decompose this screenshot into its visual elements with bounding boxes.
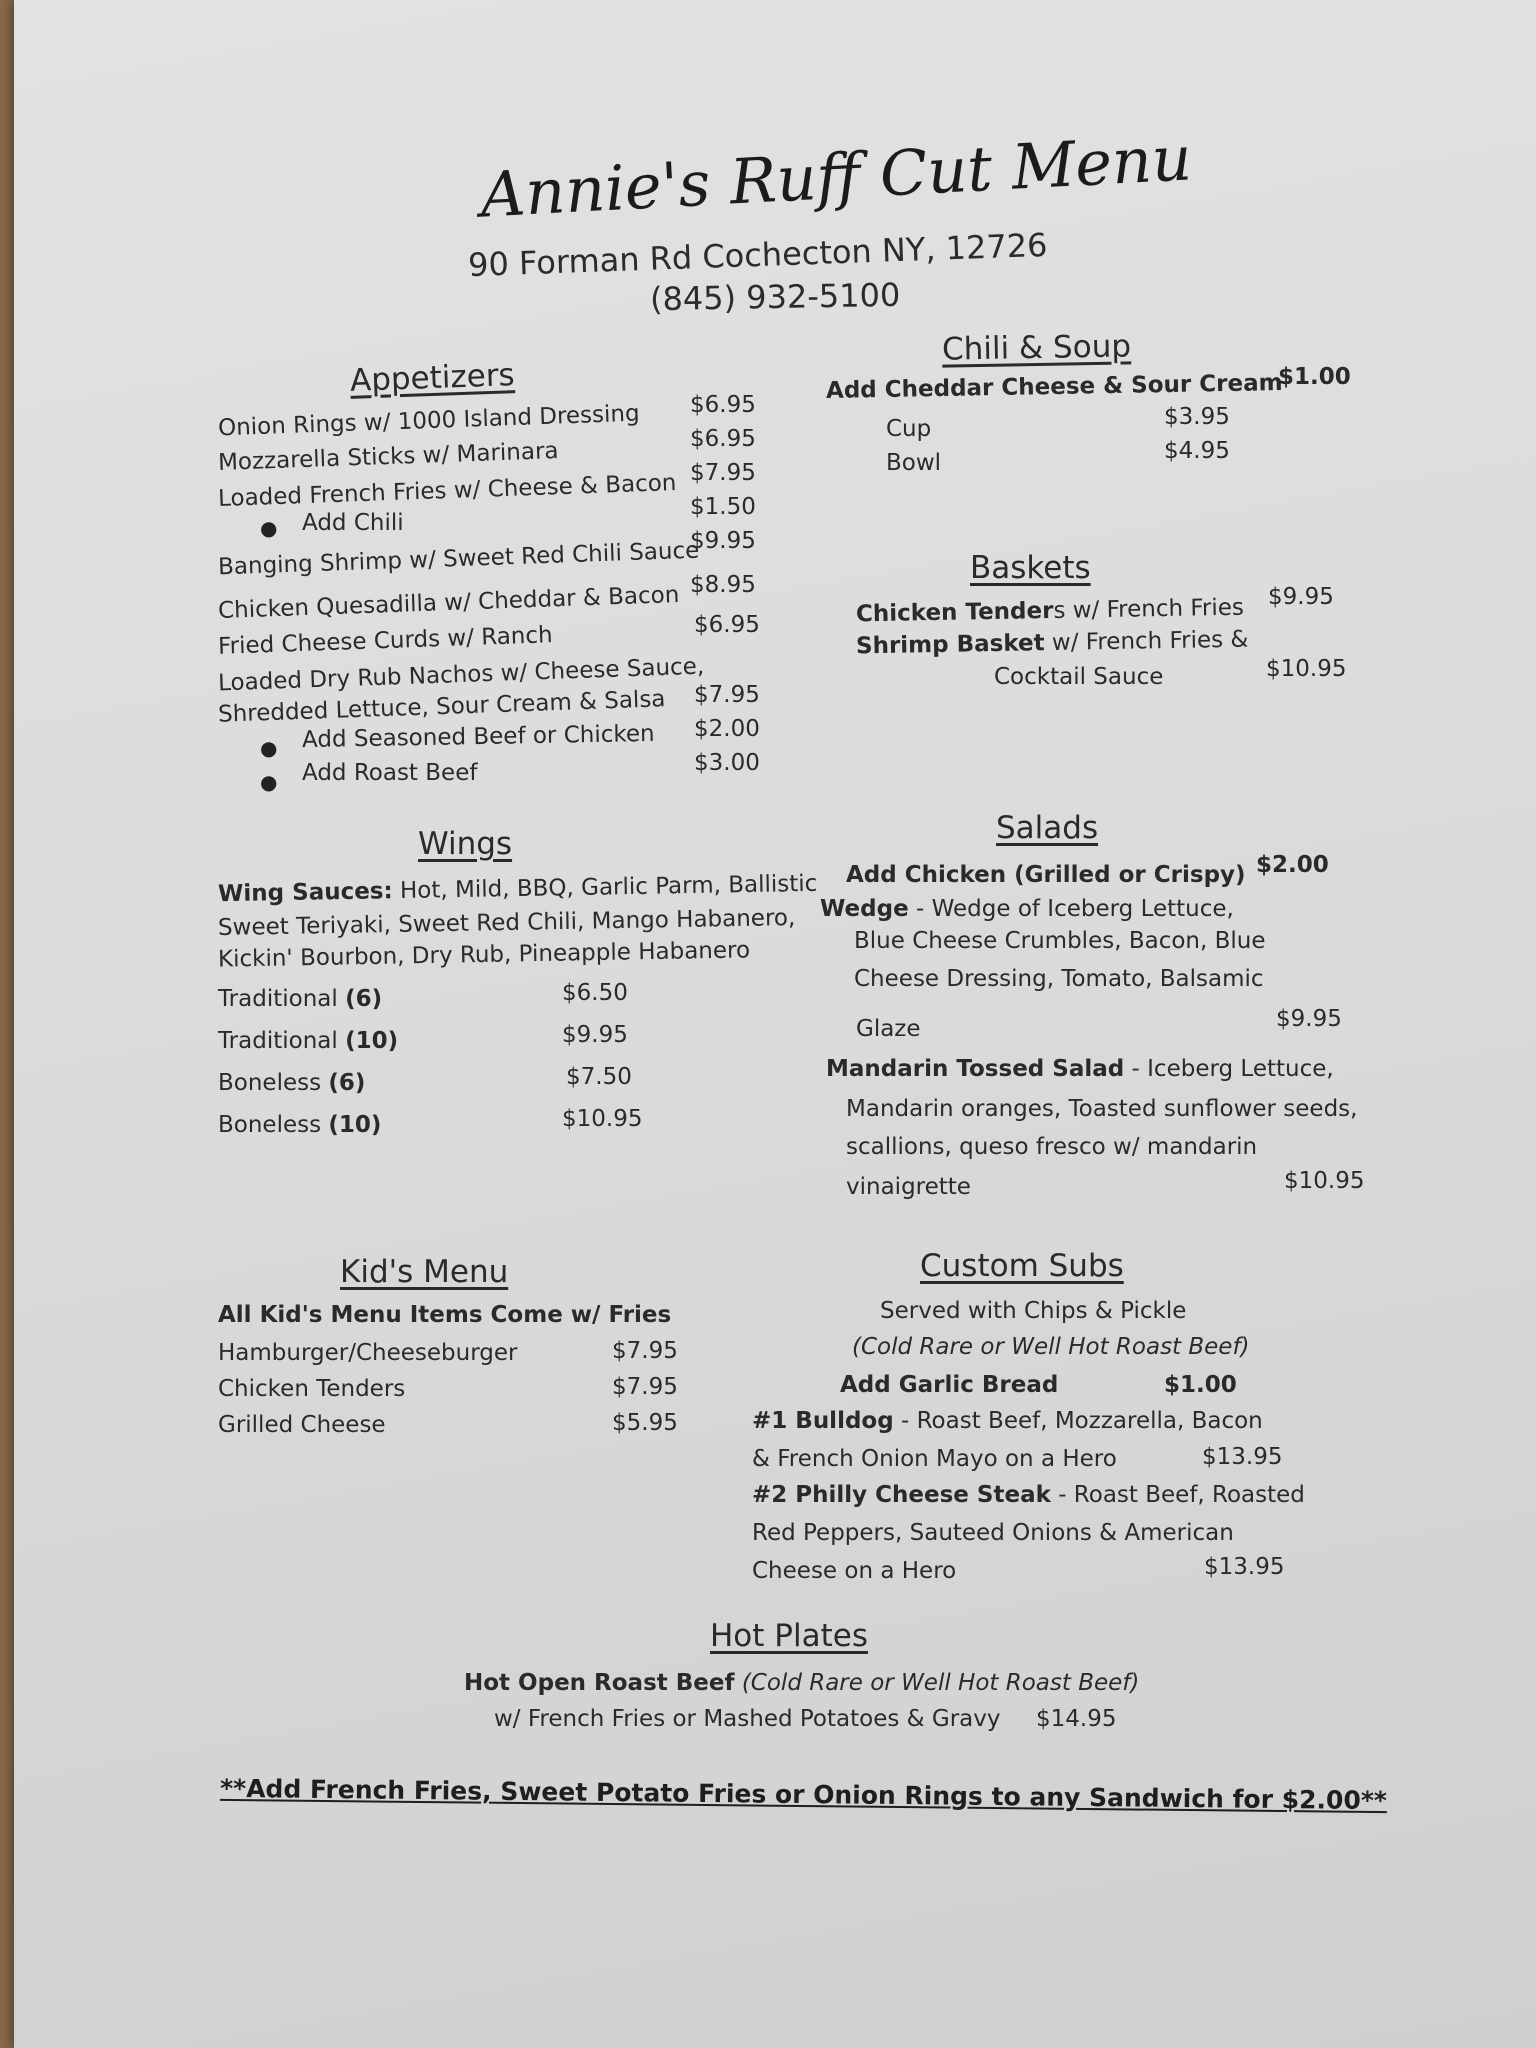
kids-note: All Kid's Menu Items Come w/ Fries xyxy=(218,1302,672,1328)
wing-item: Boneless (6) xyxy=(218,1070,366,1096)
salad-addon-price: $2.00 xyxy=(1256,852,1329,878)
appetizer-name: Loaded Dry Rub Nachos w/ Cheese Sauce, xyxy=(217,653,705,697)
sub-philly: #2 Philly Cheese Steak - Roast Beef, Roasted xyxy=(752,1482,1305,1508)
basket-tenders-price: $9.95 xyxy=(1268,584,1334,610)
subs-garlic: Add Garlic Bread xyxy=(840,1372,1059,1398)
sub-bulldog-line: & French Onion Mayo on a Hero xyxy=(752,1446,1117,1472)
address: 90 Forman Rd Cochecton NY, 12726 xyxy=(467,225,1049,285)
appetizer-price: $6.95 xyxy=(694,612,760,638)
appetizer-price: $7.95 xyxy=(694,682,760,708)
appetizer-price: $6.95 xyxy=(690,392,756,418)
chili-price: $4.95 xyxy=(1164,438,1230,464)
salads-heading: Salads xyxy=(996,810,1099,846)
wing-price: $6.50 xyxy=(562,980,628,1006)
salad-mandarin: Mandarin Tossed Salad - Iceberg Lettuce, xyxy=(826,1056,1334,1082)
basket-shrimp-line2: Cocktail Sauce xyxy=(994,664,1164,690)
appetizer-name: Loaded French Fries w/ Cheese & Bacon xyxy=(217,470,677,512)
salad-mandarin-line: scallions, queso fresco w/ mandarin xyxy=(846,1134,1258,1160)
kids-item: Hamburger/Cheeseburger xyxy=(218,1340,518,1366)
salad-addon: Add Chicken (Grilled or Crispy) xyxy=(846,862,1246,888)
sub-bulldog-price: $13.95 xyxy=(1202,1444,1283,1470)
salad-wedge-line: Glaze xyxy=(856,1016,921,1042)
sides-footnote: **Add French Fries, Sweet Potato Fries or Onion Rings to any Sandwich for $2.00** xyxy=(219,1773,1388,1816)
appetizer-name: Chicken Quesadilla w/ Cheddar & Bacon xyxy=(217,581,680,625)
appetizer-price: $2.00 xyxy=(694,716,760,742)
hot-plate-price: $14.95 xyxy=(1036,1706,1117,1732)
wing-sauces-line: Kickin' Bourbon, Dry Rub, Pineapple Habanero xyxy=(217,937,751,973)
salad-wedge-line: Cheese Dressing, Tomato, Balsamic xyxy=(854,966,1264,992)
kids-item: Grilled Cheese xyxy=(218,1412,386,1438)
chili-item: Cup xyxy=(886,416,932,442)
wing-price: $7.50 xyxy=(566,1064,632,1090)
appetizer-price: $8.95 xyxy=(690,572,756,598)
appetizer-price: $3.00 xyxy=(694,750,760,776)
kids-price: $5.95 xyxy=(612,1410,678,1436)
salad-wedge: Wedge - Wedge of Iceberg Lettuce, xyxy=(820,896,1234,922)
kids-price: $7.95 xyxy=(612,1374,678,1400)
bullet-icon: ● xyxy=(260,770,278,794)
appetizers-heading: Appetizers xyxy=(349,357,516,399)
appetizer-addon: Add Chili xyxy=(302,510,404,536)
appetizer-price: $7.95 xyxy=(690,460,756,486)
bullet-icon: ● xyxy=(260,516,278,540)
chili-item: Bowl xyxy=(886,450,942,476)
wing-sauces-line: Sweet Teriyaki, Sweet Red Chili, Mango Habanero, xyxy=(217,904,796,942)
wing-price: $9.95 xyxy=(562,1022,628,1048)
salad-mandarin-line: vinaigrette xyxy=(846,1174,971,1200)
wings-heading: Wings xyxy=(418,826,513,862)
sub-philly-price: $13.95 xyxy=(1204,1554,1285,1580)
wing-item: Boneless (10) xyxy=(218,1112,382,1138)
wing-item: Traditional (6) xyxy=(218,986,383,1012)
subs-heading: Custom Subs xyxy=(920,1248,1124,1284)
subs-served: Served with Chips & Pickle xyxy=(880,1298,1187,1324)
hot-plate-item: Hot Open Roast Beef (Cold Rare or Well Hot Roast Beef) xyxy=(464,1670,1140,1696)
menu-title: Annie's Ruff Cut Menu xyxy=(478,121,1194,232)
chili-heading: Chili & Soup xyxy=(941,328,1132,368)
basket-shrimp-price: $10.95 xyxy=(1266,656,1347,682)
sub-philly-line: Red Peppers, Sauteed Onions & American xyxy=(752,1520,1234,1546)
basket-tenders: Chicken Tenders w/ French Fries xyxy=(855,594,1245,628)
salad-wedge-price: $9.95 xyxy=(1276,1006,1342,1032)
appetizer-name: Shredded Lettuce, Sour Cream & Salsa xyxy=(217,686,666,728)
phone: (845) 932-5100 xyxy=(649,275,901,319)
appetizer-name: Fried Cheese Curds w/ Ranch xyxy=(217,622,554,660)
appetizer-name: Onion Rings w/ 1000 Island Dressing xyxy=(217,400,640,442)
wing-price: $10.95 xyxy=(562,1106,643,1132)
appetizer-price: $1.50 xyxy=(690,494,756,520)
basket-shrimp: Shrimp Basket w/ French Fries & xyxy=(855,626,1249,660)
salad-mandarin-line: Mandarin oranges, Toasted sunflower seeds, xyxy=(846,1096,1358,1122)
chili-addon-price: $1.00 xyxy=(1278,364,1351,390)
sub-philly-line: Cheese on a Hero xyxy=(752,1558,957,1584)
wing-sauces: Wing Sauces: Hot, Mild, BBQ, Garlic Parm, Ballistic xyxy=(217,870,818,908)
baskets-heading: Baskets xyxy=(970,550,1091,586)
subs-garlic-price: $1.00 xyxy=(1164,1372,1237,1398)
kids-heading: Kid's Menu xyxy=(340,1254,509,1290)
chili-price: $3.95 xyxy=(1164,404,1230,430)
wing-item: Traditional (10) xyxy=(218,1028,399,1054)
bullet-icon: ● xyxy=(260,736,278,760)
appetizer-price: $6.95 xyxy=(690,426,756,452)
appetizer-addon: Add Roast Beef xyxy=(302,760,478,786)
hot-plates-heading: Hot Plates xyxy=(710,1618,868,1654)
subs-roast-note: (Cold Rare or Well Hot Roast Beef) xyxy=(852,1334,1250,1360)
hot-plate-line: w/ French Fries or Mashed Potatoes & Gravy xyxy=(494,1706,1001,1732)
chili-addon: Add Cheddar Cheese & Sour Cream xyxy=(825,370,1283,404)
appetizer-price: $9.95 xyxy=(690,528,756,554)
appetizer-name: Mozzarella Sticks w/ Marinara xyxy=(217,438,559,476)
kids-price: $7.95 xyxy=(612,1338,678,1364)
sub-bulldog: #1 Bulldog - Roast Beef, Mozzarella, Bacon xyxy=(752,1408,1263,1434)
salad-wedge-line: Blue Cheese Crumbles, Bacon, Blue xyxy=(854,928,1266,954)
salad-mandarin-price: $10.95 xyxy=(1284,1168,1365,1194)
appetizer-name: Banging Shrimp w/ Sweet Red Chili Sauce xyxy=(217,537,700,581)
appetizer-addon: Add Seasoned Beef or Chicken xyxy=(301,720,655,754)
kids-item: Chicken Tenders xyxy=(218,1376,406,1402)
